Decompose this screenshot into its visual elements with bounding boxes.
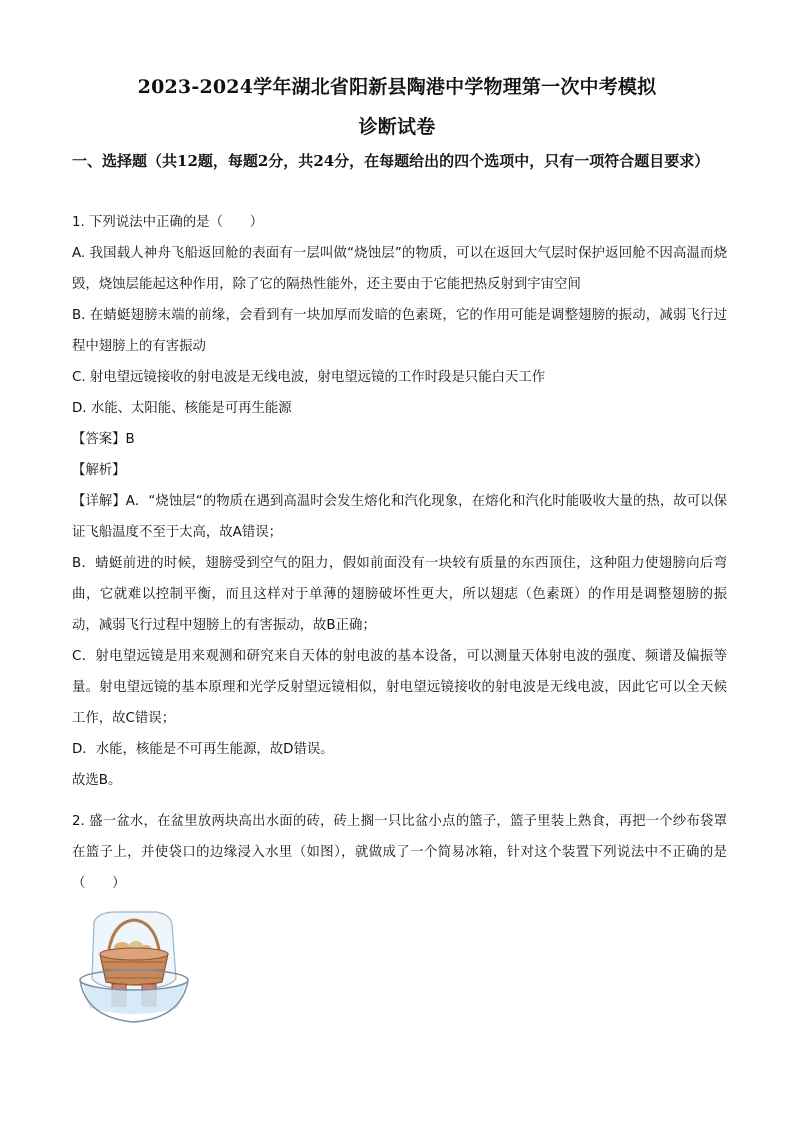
- q1-detail-a: 【详解】A．“烧蚀层“的物质在遇到高温时会发生熔化和汽化现象，在熔化和汽化时能吸收大量的热，故可以保证飞船温度不至于太高，故A错误；: [72, 494, 727, 540]
- question-content: [72, 207, 727, 899]
- q1-option-c: C. 射电望远镜接收的射电波是无线电波，射电望远镜的工作时段是只能白天工作: [72, 370, 546, 385]
- section-heading: 一、选择题（共12题，每题2分，共24分，在每题给出的四个选项中，只有一项符合题目要求）: [72, 152, 710, 170]
- simple-fridge-figure: [72, 908, 194, 1026]
- q1-stem: 1. 下列说法中正确的是（ ）: [72, 215, 264, 230]
- q2-stem: 2. 盛一盆水，在盆里放两块高出水面的砖，砖上搁一只比盆小点的篮子，篮子里装上熟食，再把一个纱布袋罩在篮子上，并使袋口的边缘浸入水里（如图），就做成了一个简易冰箱，针对这个装置下列说法中不正确的是（ ）: [72, 814, 727, 891]
- q1-option-d: D. 水能、太阳能、核能是可再生能源: [72, 401, 292, 416]
- q1-answer: 【答案】B: [72, 432, 135, 447]
- q1-detail-b: B．蜻蜓前进的时候，翅膀受到空气的阻力，假如前面没有一块较有质量的东西顶住，这种阻力使翅膀向后弯曲，它就难以控制平衡，而且这样对于单薄的翅膀破坏性更大，所以翅痣（色素斑）的作用是调整翅膀的振动，减弱飞行过程中翅膀上的有害振动，故B正确；: [72, 556, 727, 633]
- fridge-basin-icon: [72, 908, 194, 1026]
- q1-detail-c: C．射电望远镜是用来观测和研究来自天体的射电波的基本设备，可以测量天体射电波的强度、频谱及偏振等量。射电望远镜的基本原理和光学反射望远镜相似，射电望远镜接收的射电波是无线电波，因此它可以全天候工作，故C错误；: [72, 649, 727, 726]
- q1-analysis-label: 【解析】: [72, 463, 126, 478]
- q1-detail-d: D．水能，核能是不可再生能源，故D错误。: [72, 742, 334, 757]
- page-subtitle: 诊断试卷: [358, 116, 436, 138]
- q1-option-b: B. 在蜻蜓翅膀末端的前缘，会看到有一块加厚而发暗的色素斑，它的作用可能是调整翅膀的振动，减弱飞行过程中翅膀上的有害振动: [72, 308, 727, 354]
- q1-option-a: A. 我国载人神舟飞船返回舱的表面有一层叫做“烧蚀层”的物质，可以在返回大气层时保护返回舱不因高温而烧毁，烧蚀层能起这种作用，除了它的隔热性能外，还主要由于它能把热反射到宇宙空间: [72, 246, 727, 292]
- page-title: 2023-2024学年湖北省阳新县陶港中学物理第一次中考模拟: [137, 76, 657, 98]
- q1-conclusion: 故选B。: [72, 773, 122, 788]
